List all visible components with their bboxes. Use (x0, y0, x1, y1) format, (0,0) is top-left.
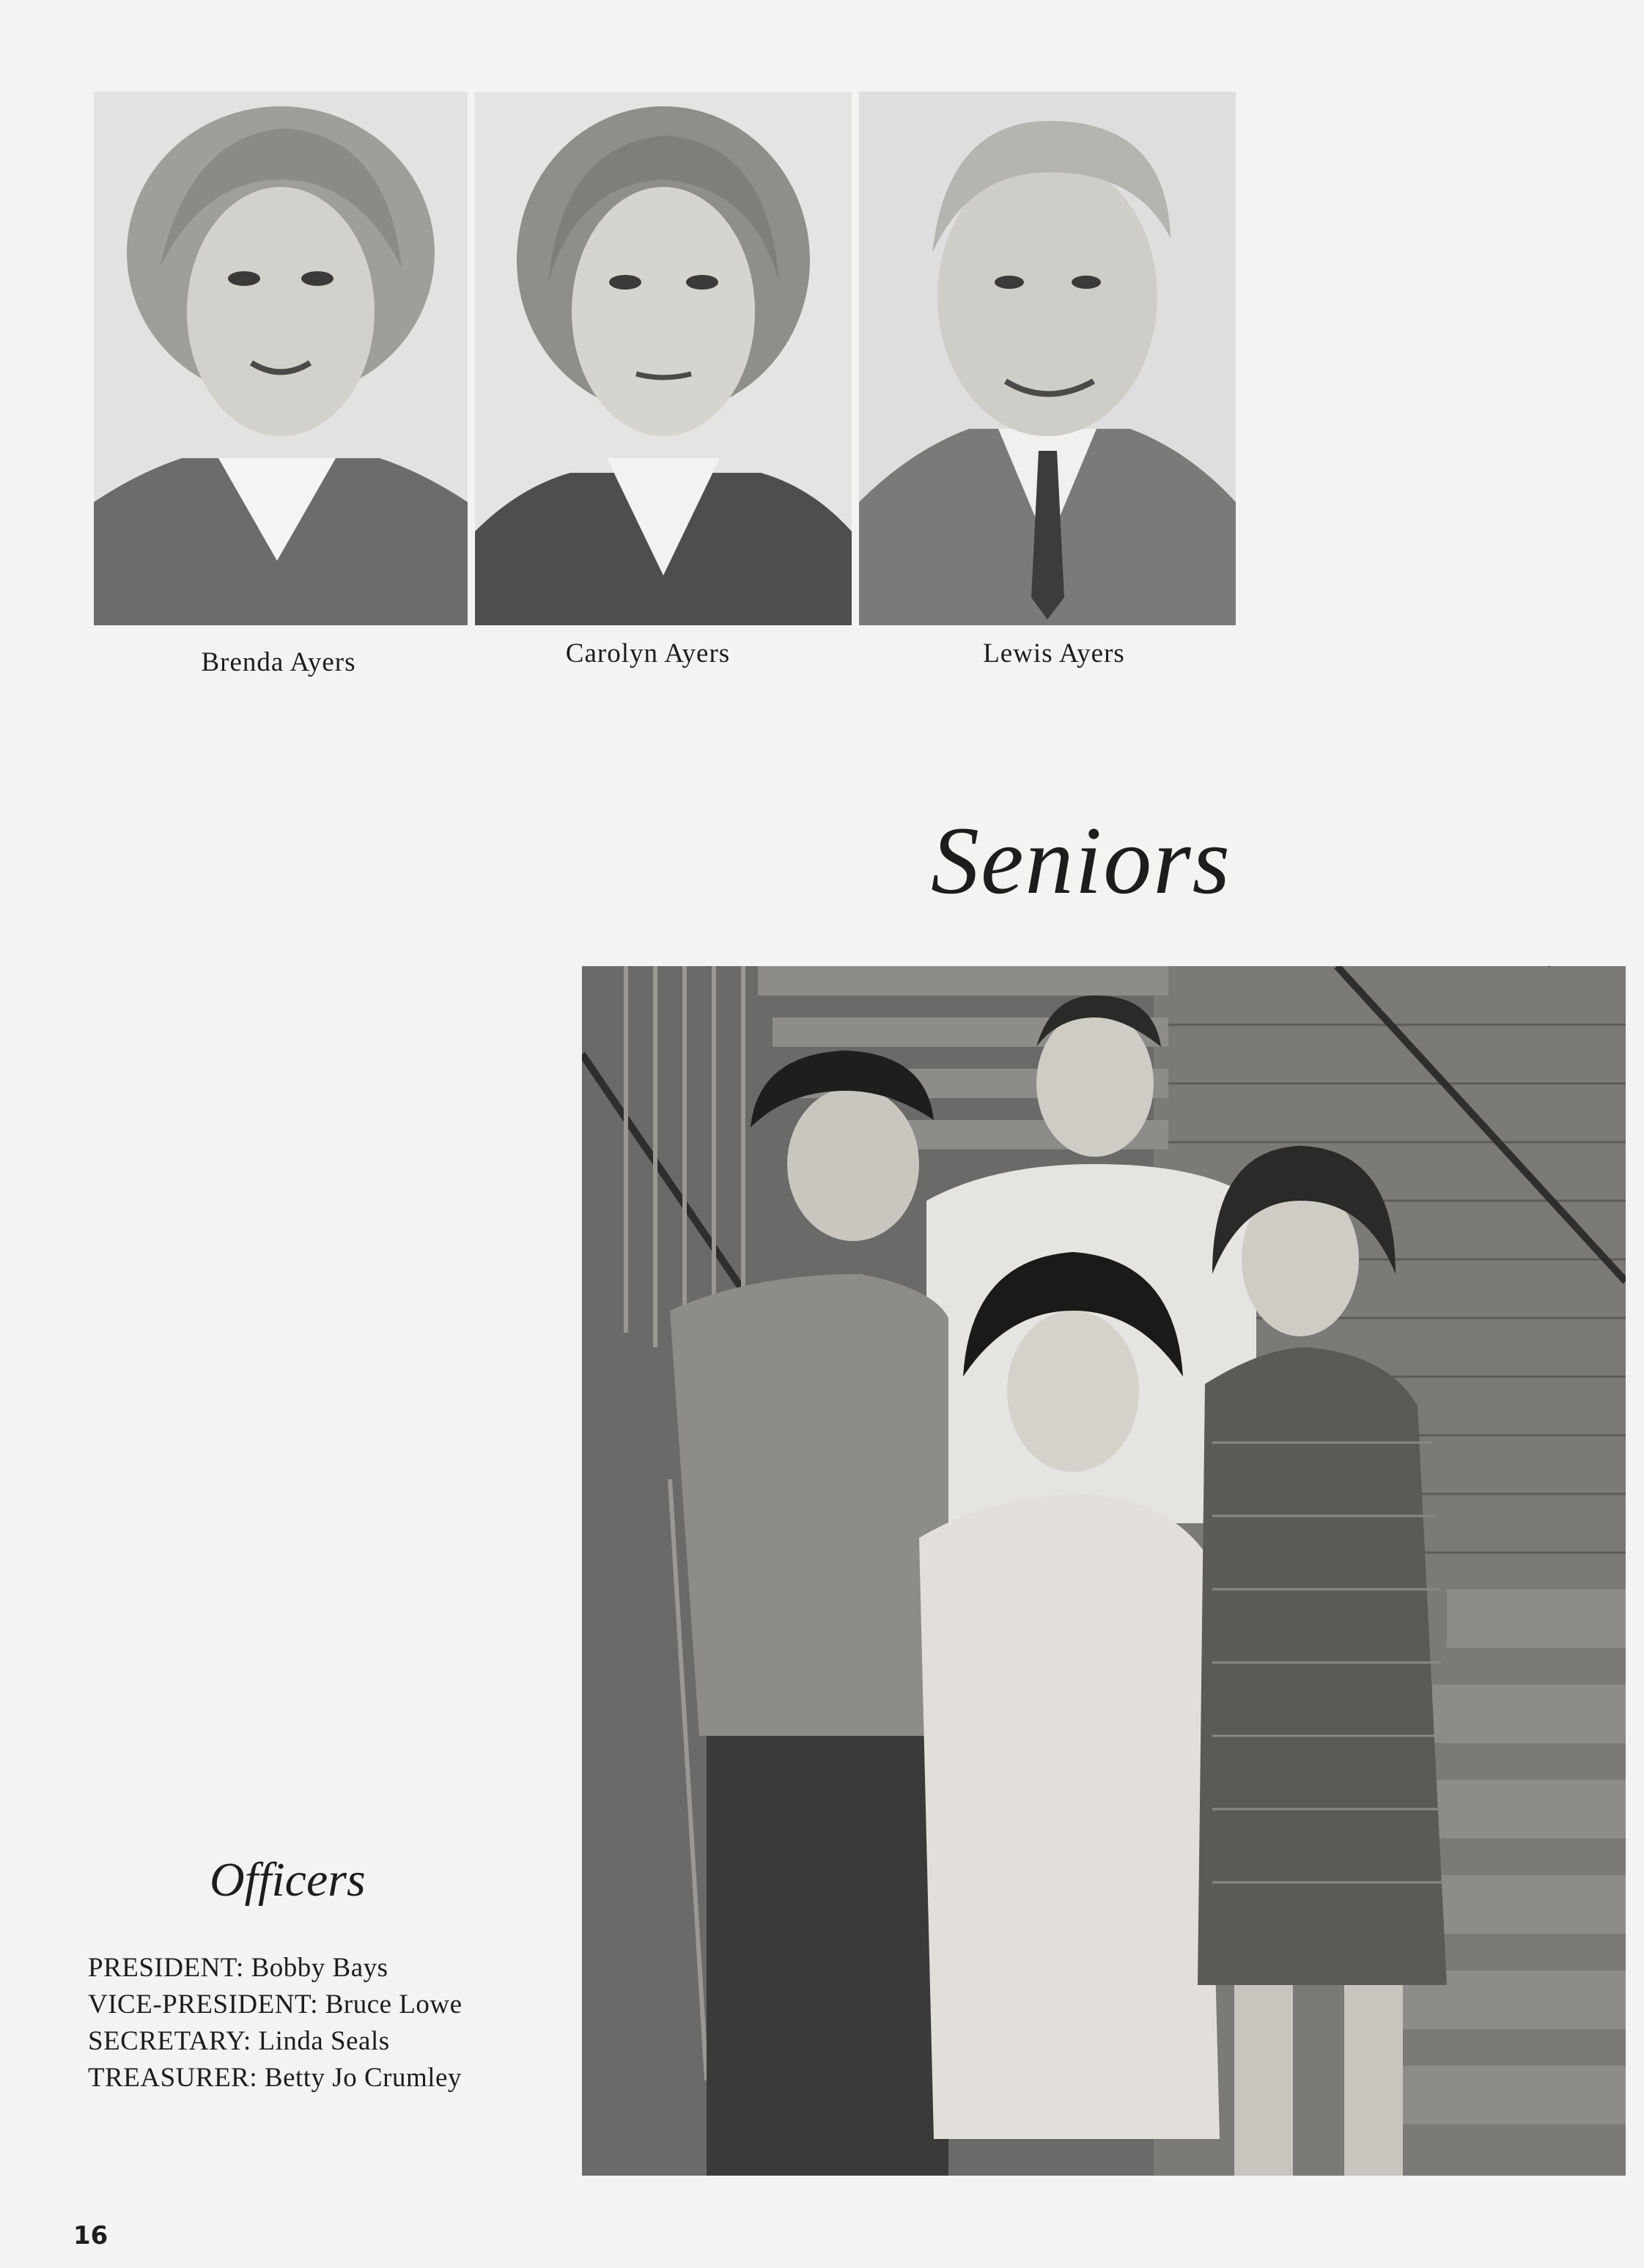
page-number: 16 (73, 2221, 108, 2250)
portrait-photo-carolyn-ayers (475, 92, 852, 625)
officer-role: SECRETARY: (88, 2026, 251, 2056)
officer-row-vice-president (88, 1987, 462, 2023)
officer-row-treasurer (88, 2060, 462, 2096)
officers-heading: Officers (210, 1853, 366, 1907)
officers-group-photo (582, 966, 1626, 2176)
section-title: Seniors (931, 806, 1231, 914)
officer-row-secretary (88, 2023, 462, 2060)
officer-role: VICE-PRESIDENT: (88, 1989, 318, 2020)
officers-list (88, 1950, 462, 2096)
portrait-photo-lewis-ayers (859, 92, 1236, 625)
officer-name: Bruce Lowe (325, 1989, 462, 2020)
portrait-caption: Brenda Ayers (201, 647, 356, 677)
officer-role: PRESIDENT: (88, 1953, 244, 1983)
officer-name: Betty Jo Crumley (264, 2063, 462, 2093)
officer-role: TREASURER: (88, 2063, 258, 2093)
portrait-photo-brenda-ayers (94, 92, 468, 625)
officer-name: Linda Seals (258, 2026, 390, 2056)
officer-name: Bobby Bays (251, 1953, 388, 1983)
officer-row-president (88, 1950, 462, 1987)
portrait-caption: Carolyn Ayers (565, 638, 731, 669)
portrait-caption: Lewis Ayers (983, 638, 1125, 669)
